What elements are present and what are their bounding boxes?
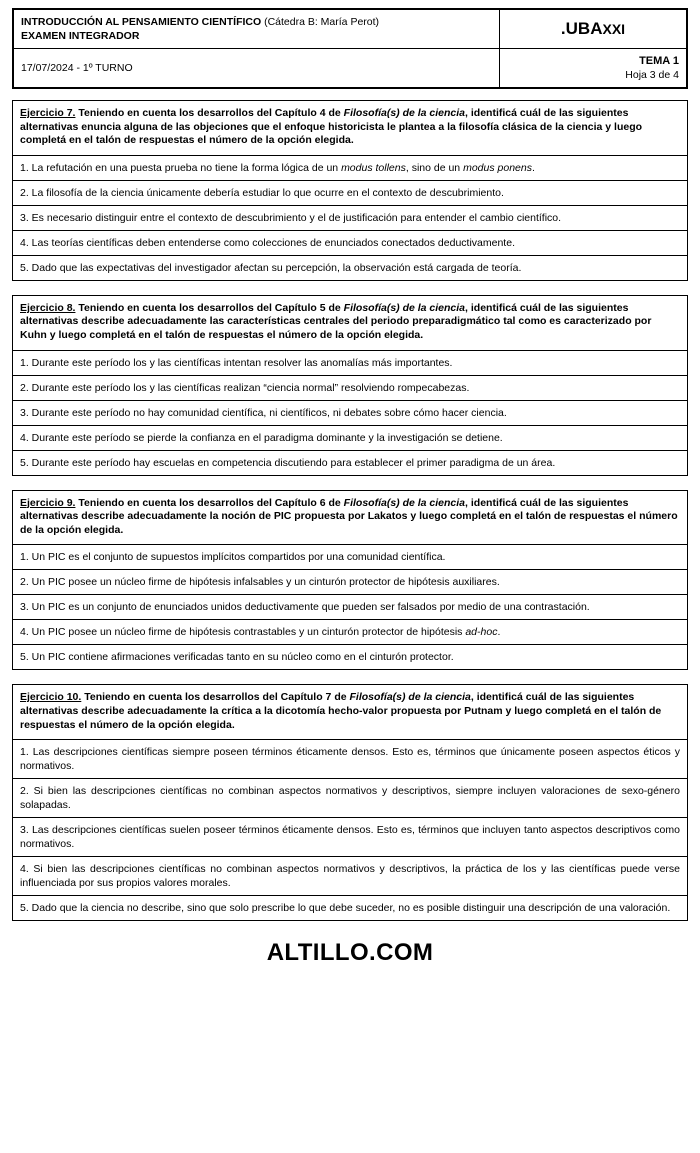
exercise-10-option-5[interactable]: 5. Dado que la ciencia no describe, sino que solo prescribe lo que debe suceder, no es posible distinguir una descripción de una valoración. — [20, 902, 671, 915]
exercise-7-prompt-pre: Teniendo en cuenta los desarrollos del Capítulo 4 de — [75, 107, 344, 119]
exercise-9-prompt-italic: Filosofía(s) de la ciencia — [343, 496, 466, 509]
exercise-7-prompt — [13, 101, 687, 156]
exercise-10-number: Ejercicio 10. — [20, 691, 82, 704]
exercise-7-option-5[interactable]: 5. Dado que las expectativas del investigador afectan su percepción, la observación está cargada de teoría. — [20, 261, 522, 274]
exercise-10-prompt-italic: Filosofía(s) de la ciencia — [349, 691, 471, 704]
exercise-10-option-4[interactable]: 4. Si bien las descripciones científicas no combinan aspectos normativos y descriptivos, la práctica de los y las científicas puede verse influenciada por sus propios valores morales. — [13, 857, 687, 896]
exercise-9-option-2[interactable]: 2. Un PIC posee un núcleo firme de hipótesis infalsables y un cinturón protector de hipótesis auxiliares. — [13, 570, 687, 595]
exercise-7-prompt-post: , identificá cuál de las siguientes alternativas enuncia alguna de las objeciones que el enfoque historicista le plantea a la filosofía clásica de la ciencia y luego completá en el talón de respuestas el número de la opción elegida. — [20, 107, 643, 147]
exercise-8-prompt — [13, 296, 687, 351]
exercise-8-prompt-post: , identificá cuál de las siguientes alternativas describe adecuadamente las características centrales del periodo preparadigmático tal como es caracterizado por Kuhn y luego completá en el talón de respuestas el número de la opción elegida. — [20, 301, 652, 341]
exercise-9-option-1[interactable]: 1. Un PIC es el conjunto de supuestos implícitos compartidos por una comunidad científica. — [13, 545, 687, 570]
course-subtitle: (Cátedra B: María Perot) — [264, 16, 380, 28]
exercise-10-prompt-post: , identificá cuál de las siguientes alternativas describe adecuadamente la crítica a la dicotomía hecho-valor propuesta por Putnam y luego completá en el talón de respuestas el número de la opción elegida. — [20, 691, 662, 731]
exercise-10 — [12, 684, 688, 921]
site-watermark: ALTILLO.COM — [266, 939, 434, 967]
exam-date-turn: 17/07/2024 - 1º TURNO — [14, 49, 500, 88]
logo-uba-text: UBA — [565, 19, 603, 38]
exercise-8-option-2[interactable]: 2. Durante este período los y las científicas realizan “ciencia normal” resolviendo rompecabezas. — [13, 376, 687, 401]
hoja-label: Hoja 3 de 4 — [625, 69, 679, 81]
exercise-7-option-3[interactable]: 3. Es necesario distinguir entre el contexto de descubrimiento y el de justificación para entender el cambio científico. — [13, 206, 687, 231]
exercise-8-number: Ejercicio 8. — [20, 301, 76, 314]
exercise-7-number: Ejercicio 7. — [20, 107, 76, 119]
logo-dot: . — [560, 19, 566, 38]
exercise-7 — [12, 100, 688, 281]
exercise-10-prompt — [13, 685, 687, 740]
exercise-10-option-2[interactable]: 2. Si bien las descripciones científicas no combinan aspectos normativos y descriptivos, siempre incluyen valoraciones de sexo-género solapadas. — [13, 779, 687, 818]
exercise-list — [12, 100, 688, 921]
exercise-10-prompt-pre: Teniendo en cuenta los desarrollos del Capítulo 7 de — [81, 691, 350, 704]
exercise-9-number: Ejercicio 9. — [20, 496, 76, 509]
logo-xxi-text: XXI — [602, 21, 626, 37]
course-title: INTRODUCCIÓN AL PENSAMIENTO CIENTÍFICO — [21, 16, 262, 28]
exercise-8-prompt-italic: Filosofía(s) de la ciencia — [343, 301, 466, 314]
exercise-8-option-3[interactable]: 3. Durante este período no hay comunidad científica, ni científicos, ni debates sobre cómo hacer ciencia. — [13, 401, 687, 426]
exercise-9-prompt-post: , identificá cuál de las siguientes alternativas describe adecuadamente la noción de PIC propuesta por Lakatos y luego completá en el talón de respuestas el número de la opción elegida. — [20, 496, 678, 536]
exercise-10-option-3[interactable]: 3. Las descripciones científicas suelen poseer términos éticamente densos. Esto es, términos que incluyen tanto aspectos descriptivos como normativos. — [13, 818, 687, 857]
exercise-8-option-1[interactable]: 1. Durante este período los y las científicas intentan resolver las anomalías más importantes. — [13, 351, 687, 376]
exam-type: EXAMEN INTEGRADOR — [21, 30, 140, 42]
exercise-7-option-4[interactable]: 4. Las teorías científicas deben entenderse como colecciones de enunciados conectados deductivamente. — [13, 231, 687, 256]
exercise-9 — [12, 490, 688, 671]
exercise-9-option-5[interactable]: 5. Un PIC contiene afirmaciones verificadas tanto en su núcleo como en el cinturón protector. — [20, 651, 454, 664]
exercise-9-prompt-pre: Teniendo en cuenta los desarrollos del Capítulo 6 de — [75, 496, 344, 509]
exercise-7-prompt-italic: Filosofía(s) de la ciencia — [343, 107, 466, 119]
exercise-8-option-4[interactable]: 4. Durante este período se pierde la confianza en el paradigma dominante y la investigación se detiene. — [13, 426, 687, 451]
exercise-8-option-5[interactable]: 5. Durante este período hay escuelas en competencia discutiendo para establecer el primer paradigma de un área. — [20, 456, 556, 469]
exercise-8 — [12, 295, 688, 476]
tema-hoja-cell — [500, 49, 687, 88]
exercise-9-option-3[interactable]: 3. Un PIC es un conjunto de enunciados unidos deductivamente que pueden ser falsados por medio de una contrastación. — [13, 595, 687, 620]
uba-logo — [500, 10, 687, 49]
exercise-10-option-1[interactable]: 1. Las descripciones científicas siempre poseen términos éticamente densos. Esto es, términos que únicamente poseen aspectos éticos y normativos. — [13, 740, 687, 779]
exercise-8-prompt-pre: Teniendo en cuenta los desarrollos del Capítulo 5 de — [75, 301, 344, 314]
header-title-cell — [14, 10, 500, 49]
exercise-9-option-4[interactable]: 4. Un PIC posee un núcleo firme de hipótesis contrastables y un cinturón protector de hipótesis ad-hoc. — [13, 620, 687, 645]
exercise-7-option-2[interactable]: 2. La filosofía de la ciencia únicamente debería estudiar lo que ocurre en el contexto de descubrimiento. — [13, 181, 687, 206]
exercise-9-prompt — [13, 491, 687, 546]
tema-label: TEMA 1 — [639, 55, 679, 67]
exam-header — [12, 8, 688, 89]
exercise-7-option-1[interactable]: 1. La refutación en una puesta prueba no tiene la forma lógica de un modus tollens, sino de un modus ponens. — [13, 156, 687, 181]
